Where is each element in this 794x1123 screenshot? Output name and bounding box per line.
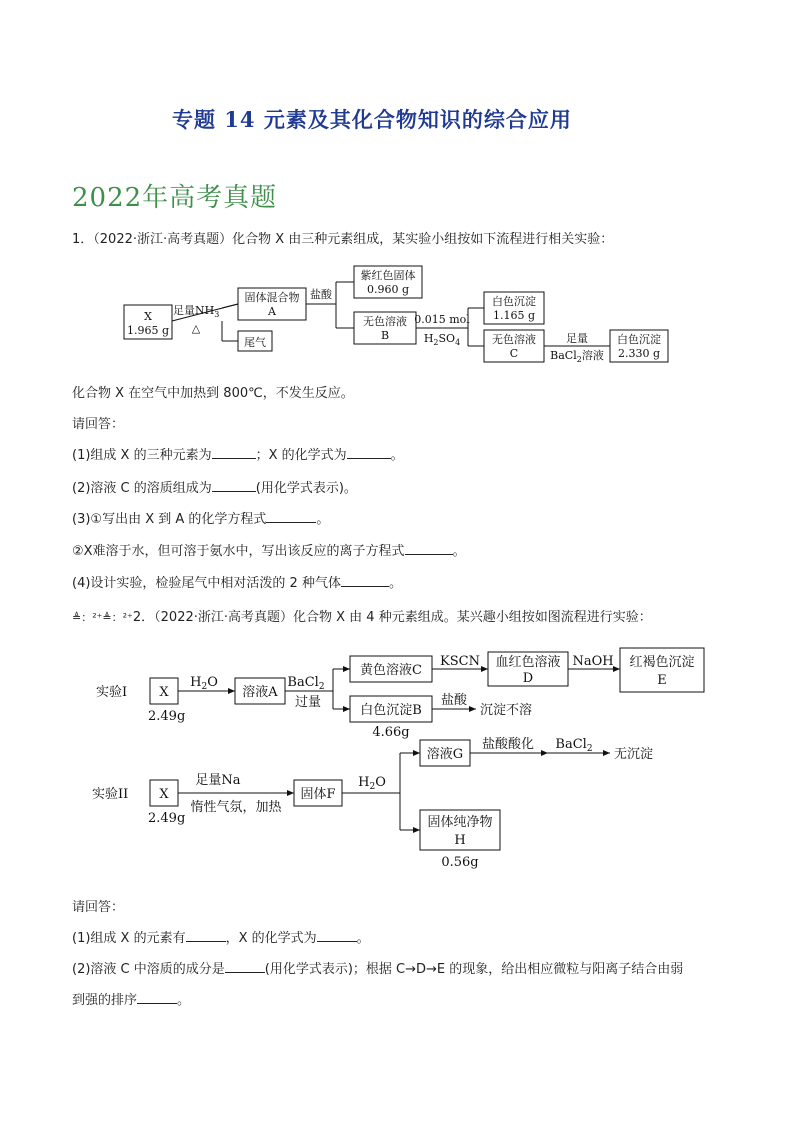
q1-bacl-top: 足量: [566, 332, 588, 345]
q2-bacl-2: BaCl$_2$: [555, 737, 593, 754]
q1-ppt1-line1: 白色沉淀: [492, 295, 536, 308]
q2-subq2: (2)溶液 C 中溶质的成分是 (用化学式表示)；根据 C→D→E 的现象，给出相应微粒与阳离子结合由弱: [72, 962, 684, 977]
q2-bacl-1: BaCl$_2$: [287, 675, 325, 692]
q2-na-bottom: 惰性气氛，加热: [190, 800, 282, 815]
q1-step1-bottom: △: [191, 322, 201, 335]
q2-brown-line1: 红褐色沉淀: [629, 655, 695, 670]
q1-stem: 1．（2022·浙江·高考真题）化合物 X 由三种元素组成，某实验小组按如下流程进行相关实验：: [72, 232, 614, 247]
answer-blank[interactable]: [266, 511, 316, 523]
q2-pure-line2: H: [454, 833, 466, 848]
q2-subq2-cont: 到强的排序 。: [72, 993, 191, 1008]
q1-subq3: (3)①写出由 X 到 A 的化学方程式 。: [72, 512, 330, 527]
q1-ppt1-line2: 1.165 g: [492, 309, 536, 322]
q1-subq2: (2)溶液 C 的溶质组成为 (用化学式表示)。: [72, 481, 357, 496]
q1-ppt2-line1: 白色沉淀: [617, 333, 661, 346]
q1-h2so4-top: 0.015 mol: [414, 313, 470, 326]
q1-b-line2: B: [380, 329, 390, 342]
q2-stem-line: ≜：²⁺≜：²⁺2．（2022·浙江·高考真题）化合物 X 由 4 种元素组成。某兴趣小组按如图流程进行实验：: [72, 610, 652, 625]
answer-blank[interactable]: [137, 992, 177, 1004]
q2-naoh: NaOH: [572, 654, 614, 669]
q2-exp2-label: 实验II: [92, 787, 129, 802]
q2-h2o-2: $H_2O$: [358, 775, 386, 792]
q1-purple-line2: 0.960 g: [366, 283, 410, 296]
q2-pure-line1: 固体纯净物: [427, 815, 493, 830]
q2-solid-f: 固体F: [300, 787, 336, 802]
q1-note: 化合物 X 在空气中加热到 800℃，不发生反应。: [72, 386, 354, 401]
q1-c-line2: C: [509, 347, 519, 360]
q2-prefix-marks: ≜：²⁺≜：²⁺: [72, 611, 133, 624]
q1-subq3b: ②X难溶于水，但可溶于氨水中，写出该反应的离子方程式 。: [72, 544, 466, 559]
q2-hcl: 盐酸: [440, 693, 468, 708]
q1-tail-gas: 尾气: [244, 336, 266, 349]
answer-blank[interactable]: [347, 447, 391, 459]
q1-hcl: 盐酸: [310, 288, 332, 301]
q2-flowchart: [88, 640, 728, 880]
q2-subq1: (1)组成 X 的元素有 ，X 的化学式为 。: [72, 931, 370, 946]
q2-excess: 过量: [294, 695, 322, 710]
q1-subq4: (4)设计实验，检验尾气中相对活泼的 2 种气体 。: [72, 576, 402, 591]
q1-bacl-bottom: BaCl$_2$溶液: [550, 349, 604, 364]
q2-exp1-label: 实验I: [96, 685, 128, 700]
q2-x1: X: [159, 685, 169, 700]
answer-blank[interactable]: [186, 930, 226, 942]
answer-blank[interactable]: [212, 480, 256, 492]
q1-a-line2: A: [268, 305, 276, 318]
q1-x-name: X: [144, 310, 152, 323]
answer-blank[interactable]: [341, 575, 389, 587]
answer-blank[interactable]: [225, 961, 265, 973]
q2-pure-mass: 0.56g: [441, 855, 479, 870]
q1-ask: 请回答：: [72, 417, 125, 432]
q2-yellow: 黄色溶液C: [360, 663, 422, 678]
q1-h2so4-bottom: $H_2SO_4$: [423, 332, 461, 347]
q2-no-ppt: 无沉淀: [614, 747, 654, 762]
q2-blood-line2: D: [522, 671, 534, 686]
q1-step1-top: 足量$NH_3$: [173, 304, 220, 319]
q1-flowchart: [118, 258, 678, 368]
q2-x1-mass: 2.49g: [148, 709, 186, 724]
q2-sol-a: 溶液A: [242, 685, 278, 700]
q1-c-line1: 无色溶液: [492, 333, 536, 346]
q2-white-b-mass: 4.66g: [372, 725, 410, 740]
answer-blank[interactable]: [212, 447, 256, 459]
q1-purple-line1: 紫红色固体: [360, 269, 416, 282]
q2-blood-line1: 血红色溶液: [495, 655, 561, 670]
answer-blank[interactable]: [405, 543, 453, 555]
q2-h2o-1: $H_2O$: [190, 675, 218, 692]
q2-x2-mass: 2.49g: [148, 811, 186, 826]
q1-subq1: (1)组成 X 的三种元素为 ；X 的化学式为 。: [72, 448, 404, 463]
q1-a-line1: 固体混合物: [244, 291, 300, 304]
q2-ask: 请回答：: [72, 900, 125, 915]
q2-white-b: 白色沉淀B: [360, 703, 422, 718]
q2-sol-g: 溶液G: [426, 747, 464, 762]
answer-blank[interactable]: [317, 930, 357, 942]
q2-x2: X: [159, 787, 169, 802]
q1-b-line1: 无色溶液: [363, 315, 407, 328]
q2-acidify: 盐酸酸化: [481, 737, 535, 752]
q2-brown-line2: E: [657, 673, 667, 688]
section-heading: 2022年高考真题: [72, 183, 278, 213]
q1-ppt2-line2: 2.330 g: [617, 347, 661, 360]
q2-not-dissolve: 沉淀不溶: [480, 703, 533, 718]
q2-na-top: 足量Na: [195, 773, 241, 788]
q1-x-mass: 1.965 g: [126, 324, 170, 337]
q2-kscn: KSCN: [440, 654, 480, 669]
page-title: 专题 14 元素及其化合物知识的综合应用: [172, 107, 572, 132]
